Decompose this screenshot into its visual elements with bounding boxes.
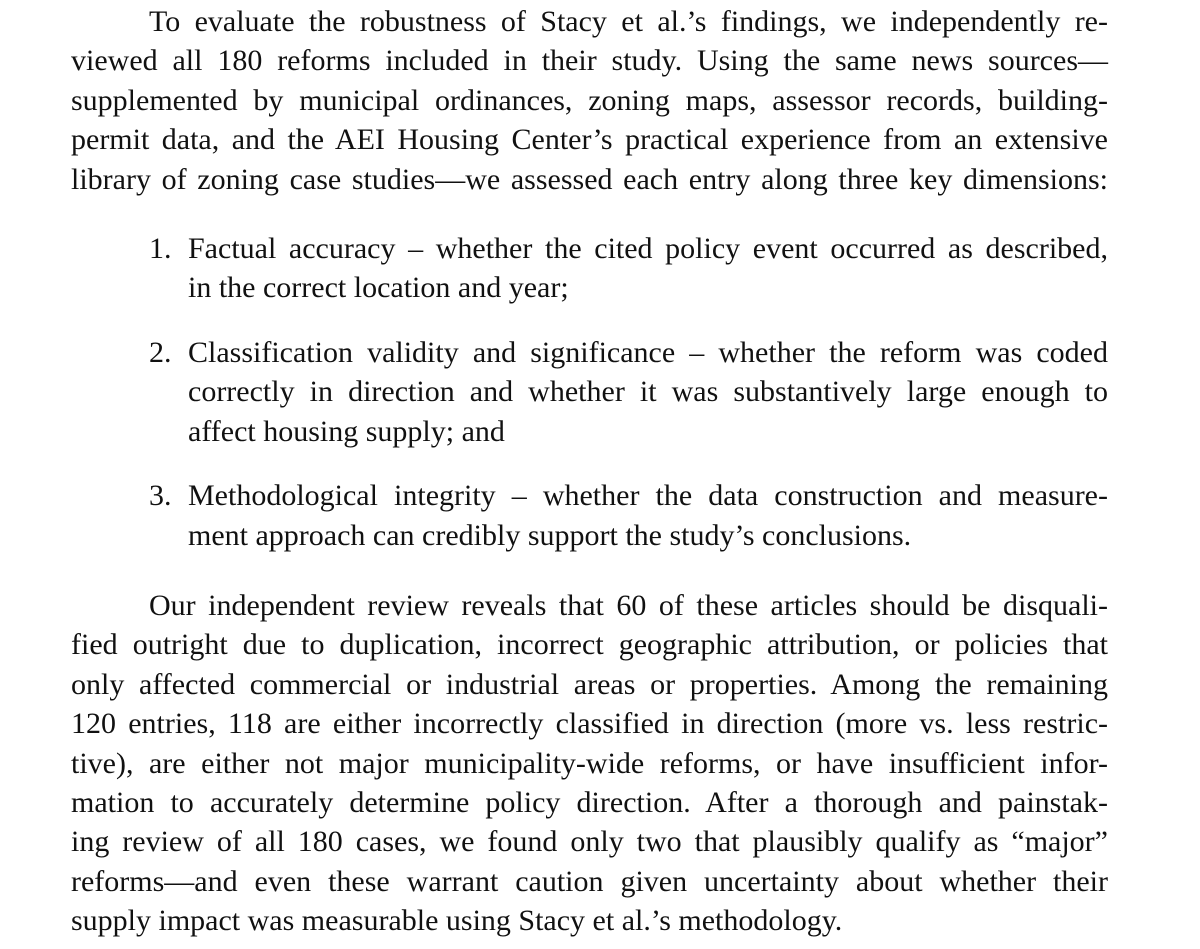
text-line: 120 entries, 118 are either incorrectly classified in direction (more vs. less restric-: [71, 707, 1108, 740]
text-line: ment approach can credibly support the study’s conclusions.: [188, 519, 912, 552]
text-line: Factual accuracy – whether the cited policy event occurred as described,: [188, 232, 1108, 265]
text-line: Classification validity and significance – whether the reform was coded: [188, 336, 1108, 369]
text-line: library of zoning case studies—we assessed each entry along three key dimensions:: [71, 163, 1108, 196]
list-item-number: 3.: [149, 479, 172, 512]
text-line: tive), are either not major municipality-wide reforms, or have insufficient infor-: [71, 747, 1108, 780]
text-line: fied outright due to duplication, incorrect geographic attribution, or policies that: [71, 628, 1108, 661]
text-line: Our independent review reveals that 60 of these articles should be disquali-: [149, 589, 1108, 622]
text-line: ing review of all 180 cases, we found only two that plausibly qualify as “major”: [71, 825, 1108, 858]
text-line: mation to accurately determine policy direction. After a thorough and painstak-: [71, 786, 1108, 819]
list-item-number: 2.: [149, 336, 172, 369]
text-line: Methodological integrity – whether the data construction and measure-: [188, 479, 1108, 512]
text-line: supply impact was measurable using Stacy et al.’s methodology.: [71, 904, 843, 937]
text-line: supplemented by municipal ordinances, zoning maps, assessor records, building-: [71, 84, 1108, 117]
text-line: correctly in direction and whether it was substantively large enough to: [188, 375, 1108, 408]
text-line: affect housing supply; and: [188, 415, 505, 448]
text-line: only affected commercial or industrial areas or properties. Among the remaining: [71, 668, 1108, 701]
text-line: reforms—and even these warrant caution given uncertainty about whether their: [71, 865, 1108, 898]
text-line: viewed all 180 reforms included in their study. Using the same news sources—: [71, 44, 1108, 77]
text-line: in the correct location and year;: [188, 271, 569, 304]
list-item-number: 1.: [149, 232, 172, 265]
text-line: To evaluate the robustness of Stacy et al.’s findings, we independently re-: [149, 5, 1108, 38]
text-line: permit data, and the AEI Housing Center’s practical experience from an extensive: [71, 123, 1108, 156]
